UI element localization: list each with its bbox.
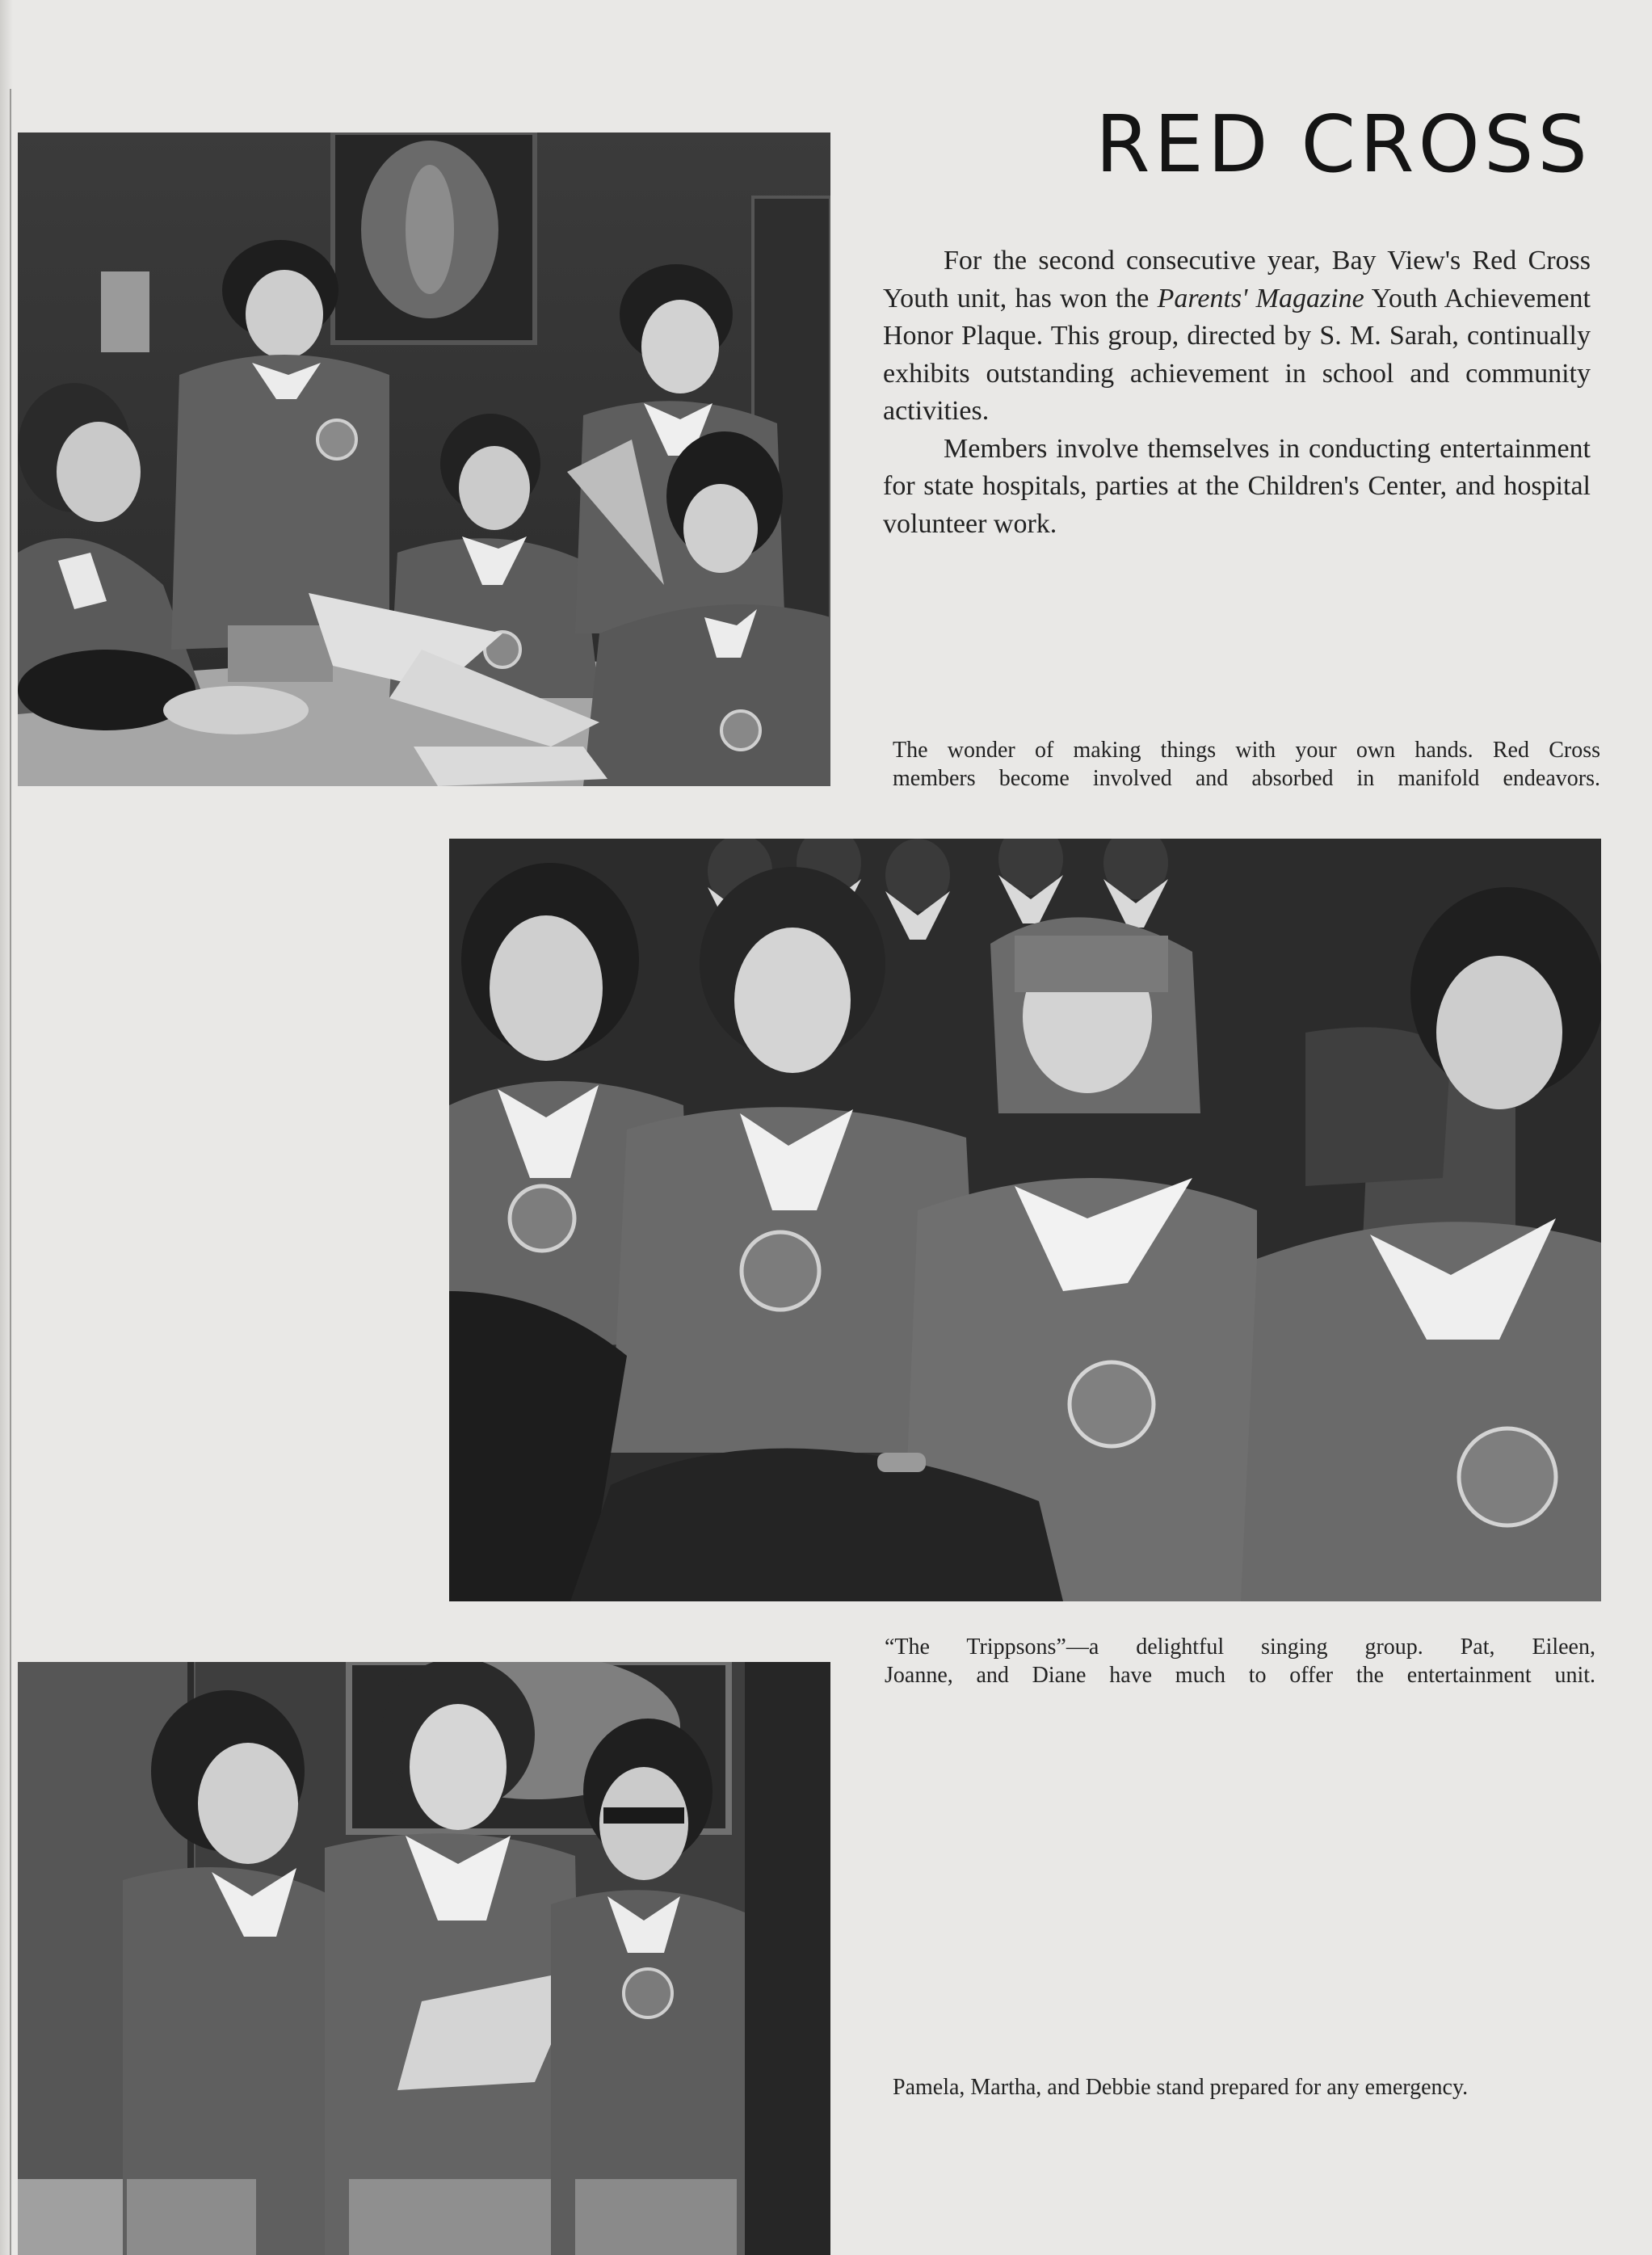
caption-three-members: Pamela, Martha, and Debbie stand prepared for any emergency. (893, 2075, 1469, 2100)
photo-crafting-group (18, 133, 830, 786)
caption-crafting-group (893, 736, 1600, 793)
caption-line: The wonder of making things with your own hands. Red Cross (893, 738, 1600, 763)
caption-line: members become involved and absorbed in manifold endeavors. (893, 766, 1600, 791)
magazine-title: Parents' Magazine (1157, 283, 1364, 313)
caption-singing-group (885, 1633, 1595, 1689)
intro-paragraph-1: For the second consecutive year, Bay View's Red Cross Youth unit, has won the Parents' Magazine Youth Achievement Honor Plaque. This group, directed by S. M. Sarah, continually exhibits outstanding achievement in school and community activities. (883, 246, 1591, 426)
caption-line: “The Trippsons”—a delightful singing group. Pat, Eileen, (885, 1634, 1595, 1660)
intro-paragraph-2: Members involve themselves in conducting entertainment for state hospitals, parties at the Children's Center, and hospital volunteer work. (883, 433, 1591, 539)
intro-text (883, 242, 1591, 543)
photo-three-members (18, 1662, 830, 2255)
page-binding-line (10, 89, 11, 2255)
page-title: RED CROSS (1095, 99, 1591, 190)
photo-singing-group (449, 839, 1601, 1601)
caption-line: Joanne, and Diane have much to offer the entertainment unit. (885, 1663, 1595, 1688)
